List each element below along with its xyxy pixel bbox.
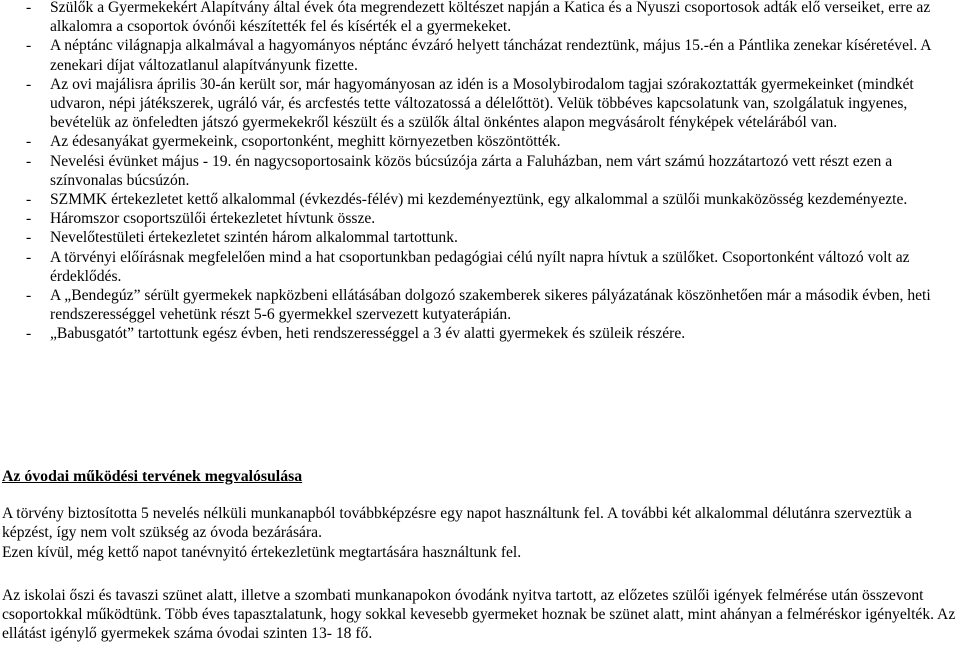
paragraph-training: A törvény biztosította 5 nevelés nélküli munkanapból továbbképzésre egy napot használtunk fel. A további két alkalommal délutánra szerveztük a képzést, így nem volt szükség az óvoda bezárására. (2, 505, 912, 542)
paragraph-opening-meeting: Ezen kívül, még kettő napot tanévnyitó értekezletünk megtartására használtunk fel. (2, 544, 522, 561)
bullet-dash: - (26, 75, 32, 93)
list-item (26, 0, 954, 36)
bullet-dash: - (26, 152, 32, 170)
list-item (26, 248, 954, 286)
list-item (26, 36, 954, 74)
list-item-text: A néptánc világnapja alkalmával a hagyományos néptánc évzáró helyett táncházat rendeztünk, május 15.-én a Pántlika zenekar kíséretével. A zenekari díjat változatlanul alapítványunk fizette. (50, 37, 931, 74)
bullet-dash: - (26, 133, 32, 151)
list-item (26, 228, 954, 247)
list-item-text: SZMMK értekezletet kettő alkalommal (évkezdés-félév) mi kezdeményeztünk, egy alkalommal a szülői munkaközösség kezdeményezte. (50, 191, 908, 209)
bullet-dash: - (26, 248, 32, 266)
bullet-dash: - (26, 37, 32, 55)
list-item (26, 75, 954, 133)
list-item (26, 132, 954, 151)
list-item-text: A „Bendegúz” sérült gyermekek napközbeni ellátásában dolgozó szakemberek sikeres pályázatának köszönhetően már a második évben, heti rendszerességgel vehetünk részt 5-6 gyermekkel szervezett kutyaterápián. (50, 287, 931, 324)
list-item-text: „Babusgatót” tartottunk egész évben, heti rendszerességgel a 3 év alatti gyermekek és szüleik részére. (50, 325, 686, 343)
list-item-text: A törvényi előírásnak megfelelően mind a hat csoportunkban pedagógiai célú nyílt napra hívtuk a szülőket. Csoportonként változó volt az érdeklődés. (50, 248, 910, 285)
list-item (26, 209, 954, 228)
list-item (26, 152, 954, 190)
list-item (26, 286, 954, 324)
bullet-dash: - (26, 0, 32, 16)
list-item-text: Az édesanyákat gyermekeink, csoportonként, meghitt környezetben köszöntötték. (50, 133, 561, 151)
list-item (26, 190, 954, 209)
section-heading: Az óvodai működési tervének megvalósulása (2, 468, 303, 485)
list-item-text: Nevelőtestületi értekezletet szintén három alkalommal tartottunk. (50, 229, 458, 247)
paragraph-holiday-care: Az iskolai őszi és tavaszi szünet alatt, illetve a szombati munkanapokon óvodánk nyitva tartott, az előzetes szülői igények felmérése után összevont csoportokkal működtünk. Több éves tapasztalatunk, hogy sokkal kevesebb gyermeket hoznak be szünet alatt, mint ahányan a felméréskor igényelték. Az ellátást igénylő gyermekek száma óvodai szinten 13- 18 fő. (2, 587, 956, 643)
event-list (26, 0, 954, 344)
bullet-dash: - (26, 287, 32, 305)
bullet-dash: - (26, 229, 32, 247)
list-item (26, 324, 954, 343)
bullet-dash: - (26, 191, 32, 209)
bullet-dash: - (26, 325, 32, 343)
list-item-text: Háromszor csoportszülői értekezletet hívtunk össze. (50, 210, 376, 228)
bullet-dash: - (26, 210, 32, 228)
list-item-text: Az ovi majálisra április 30-án került sor, már hagyományosan az idén is a Mosolybirodalom tagjai szórakoztatták gyermekeinket (mindkét udvaron, népi játékszerek, ugráló vár, és arcfestés tette változatossá a délelőttöt). Velük többéves kapcsolatunk van, szolgálatuk ingyenes, bevételük az önfeledten játszó gyermekekről készült és a szülők által önkéntes alapon megvásárolt fényképek vételárából van. (50, 75, 914, 132)
list-item-text: Szülők a Gyermekekért Alapítvány által évek óta megrendezett költészet napján a Katica és a Nyuszi csoportosok adták elő verseiket, erre az alkalomra a csoportok óvónői készítették fel és kísérték el a gyermekeket. (50, 0, 931, 36)
list-item-text: Nevelési évünket május - 19. én nagycsoportosaink közös búcsúzója zárta a Faluházban, nem várt számú hozzátartozó vett részt ezen a színvonalas búcsúzón. (50, 152, 893, 189)
